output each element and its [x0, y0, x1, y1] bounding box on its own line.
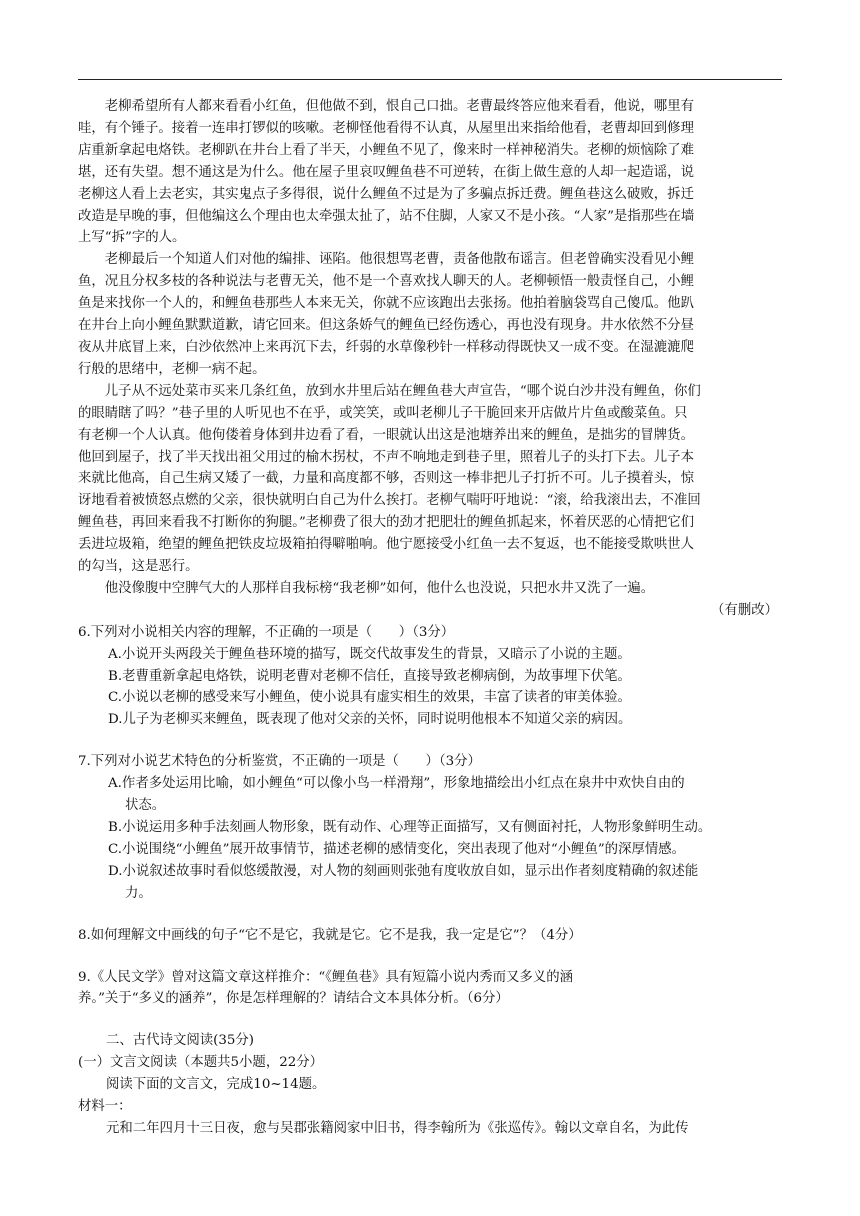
text-line: 儿子从不远处菜市买来几条红鱼，放到水井里后站在鲤鱼巷大声宣告，“哪个说白沙井没有鲤鱼，你们	[104, 383, 701, 399]
text-line: 上写“拆”字的人。	[78, 230, 186, 246]
question-stem: 7.下列对小说艺术特色的分析鉴赏，不正确的一项是（ ）（3分）	[78, 754, 481, 770]
story-text	[78, 96, 782, 622]
option-c: C.小说围绕“小鲤鱼”展开故事情节，描述老柳的感情变化，突出表现了他对“小鲤鱼”的深厚情感。	[108, 841, 686, 857]
text-line: 鱼是来找你一个人的，和鲤鱼巷那些人本来无关，你就不应该跑出去张扬。他拍着脑袋骂自己傻瓜。他趴	[78, 296, 694, 312]
option-d: D.儿子为老柳买来鲤鱼，既表现了他对父亲的关怀，同时说明他根本不知道父亲的病因。	[108, 712, 632, 728]
question-9	[78, 967, 782, 1011]
option-text-cont: 状态。	[125, 798, 166, 814]
text-line: 来就比他高，自己生病又矮了一截，力量和高度都不够，否则这一棒非把儿子打折不可。儿子摸着头，惊	[78, 471, 694, 487]
subsection-title: (一）文言文阅读（本题共5小题，22分）	[78, 1055, 324, 1071]
option-c: C.小说以老柳的感受来写小鲤鱼，使小说具有虚实相生的效果，丰富了读者的审美体验。	[108, 690, 631, 706]
text-line: 行般的思绪中，老柳一病不起。	[78, 361, 266, 377]
material-label: 材料一：	[78, 1099, 132, 1115]
instruction: 阅读下面的文言文，完成10~14题。	[106, 1077, 326, 1093]
edit-note: （有删改）	[711, 602, 778, 618]
text-line: 改造是早晚的事，但他编这么个理由也太牵强太扯了，站不住脚，人家又不是小孩。“人家”是指那些在墙	[78, 208, 695, 224]
option-a	[78, 773, 782, 817]
section-title: 二、古代诗文阅读(35分)	[106, 1033, 255, 1049]
text-line: 老柳这人看上去老实，其实鬼点子多得很，说什么鲤鱼不过是为了多骗点拆迁费。鲤鱼巷这么破败，拆迁	[78, 186, 694, 202]
story-paragraph-2	[78, 249, 782, 380]
option-b: B.小说运用多种手法刻画人物形象，既有动作、心理等正面描写，又有侧面衬托，人物形象鲜明生动。	[108, 820, 712, 835]
option-a: A.小说开头两段关于鲤鱼巷环境的描写，既交代故事发生的背景，又暗示了小说的主题。	[108, 646, 631, 662]
text-line: 鱼，况且分权多枝的各种说法与老曹无关，他不是一个喜欢找人聊天的人。老柳顿悟一般责怪自己，小鲤	[78, 274, 694, 290]
document-body	[78, 96, 782, 1140]
question-9-line-2: 养。”关于“多义的涵养”，你是怎样理解的？请结合文本具体分析。（6分）	[78, 991, 509, 1007]
text-line: 哇，有个锤子。接着一连串打锣似的咳嗽。老柳怪他看得不认真，从屋里出来指给他看，老曹却回到修理	[78, 120, 694, 136]
text-line: 有老柳一个人认真。他佝偻着身体到井边看了看，一眼就认出这是池塘养出来的鲤鱼，是拙劣的冒牌货。	[78, 427, 694, 443]
text-line: 丢进垃圾箱，绝望的鲤鱼把铁皮垃圾箱拍得噼啪响。他宁愿接受小红鱼一去不复返，也不能接受欺哄世人	[78, 537, 694, 553]
option-b: B.老曹重新拿起电烙铁，说明老曹对老柳不信任，直接导致老柳病倒，为故事埋下伏笔。	[108, 668, 631, 684]
option-d	[78, 861, 782, 905]
text-line: 老柳希望所有人都来看看小红鱼，但他做不到，恨自己口拙。老曹最终答应他来看看，他说，哪里有	[104, 99, 694, 114]
text-line: 在井台上向小鲤鱼默默道歉，请它回来。但这条娇气的鲤鱼已经伤透心，再也没有现身。井水依然不分昼	[78, 318, 694, 334]
material-text: 元和二年四月十三日夜，愈与吴郡张籍阅家中旧书，得李翰所为《张巡传》。翰以文章自名，为此传	[106, 1120, 689, 1136]
option-text: D.小说叙述故事时看似悠缓散漫，对人物的刻画则张弛有度收放自如，显示出作者刻度精确的叙述能	[108, 863, 699, 879]
text-line: 的勾当，这是恶行。	[78, 559, 199, 575]
story-paragraph-4	[78, 578, 782, 600]
story-paragraph-3	[78, 381, 782, 578]
text-line: 他没像腹中空脾气大的人那样自我标榜“我老柳”如何，他什么也没说，只把水井又洗了一遍。	[104, 580, 655, 596]
story-paragraph-1	[78, 96, 782, 249]
text-line: 的眼睛瞎了吗？”巷子里的人听见也不在乎，或笑笑，或叫老柳儿子干脆回来开店做片片鱼或酸菜鱼。只	[78, 405, 688, 421]
text-line: 讶地看着被愤怒点燃的父亲，很快就明白自己为什么挨打。老柳气喘吁吁地说：“滚，给我滚出去，不准回	[78, 493, 701, 509]
text-line: 鲤鱼巷，再回来看我不打断你的狗腿。”老柳费了很大的劲才把肥壮的鲤鱼抓起来，怀着厌恶的心情把它们	[78, 515, 695, 531]
text-line: 堪，还有失望。想不通这是为什么。他在屋子里哀叹鲤鱼巷不可逆转，在街上做生意的人却一起造谣，说	[78, 164, 694, 180]
option-text: A.作者多处运用比喻，如小鲤鱼“可以像小鸟一样滑翔”，形象地描绘出小红点在泉井中欢快自由的	[108, 776, 685, 792]
header-rule	[78, 79, 782, 80]
text-line: 老柳最后一个知道人们对他的编排、诬陷。他很想骂老曹，责备他散布谣言。但老曾确实没看见小鲤	[104, 252, 694, 268]
text-line: 他回到屋子，找了半天找出祖父用过的榆木拐杖，不声不响地走到巷子里，照着儿子的头打下去。儿子本	[78, 449, 694, 465]
question-6	[78, 622, 782, 732]
question-7	[78, 751, 782, 904]
question-9-line-1: 9.《人民文学》曾对这篇文章这样推介：“《鲤鱼巷》具有短篇小说内秀而又多义的涵	[78, 969, 573, 985]
question-stem: 6.下列对小说相关内容的理解，不正确的一项是（ ）（3分）	[78, 624, 455, 640]
question-8: 8.如何理解文中画线的句子“它不是它，我就是它。它不是我，我一定是它”？（4分）	[78, 927, 582, 943]
text-line: 店重新拿起电烙铁。老柳趴在井台上看了半天，小鲤鱼不见了，像来时一样神秘消失。老柳的烦恼除了难	[78, 142, 694, 158]
option-text-cont: 力。	[125, 885, 152, 901]
text-line: 夜从井底冒上来，白沙依然冲上来再沉下去，纤弱的水草像秒针一样移动得既快又一成不变。在湿漉漉爬	[78, 339, 694, 355]
